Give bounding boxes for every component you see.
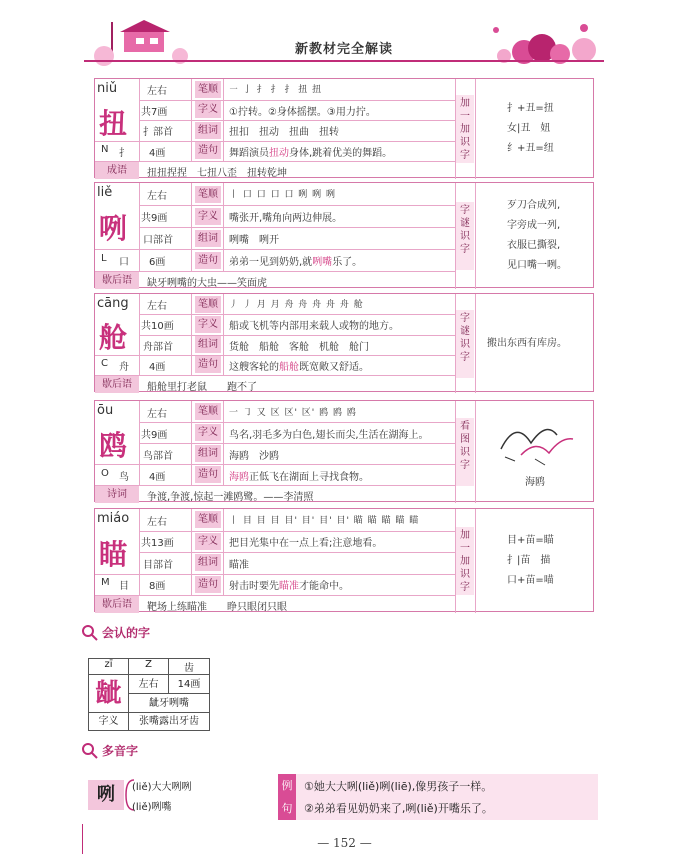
small-radical-index: Z <box>129 659 169 674</box>
small-meaning-label: 字义 <box>89 713 129 730</box>
words-label: 组词 <box>195 230 221 247</box>
card-strokes: 共9画 <box>141 429 168 441</box>
side-label-char: 看 <box>460 421 470 432</box>
reading-1: (liě)大大咧咧 <box>132 782 192 793</box>
card-structure: 左右 <box>147 516 167 528</box>
example-sentence-1: ①她大大咧(liě)咧(liē),像男孩子一样。 <box>304 780 493 793</box>
small-strokes: 14画 <box>177 679 201 690</box>
page-header <box>84 16 604 70</box>
stroke-order-label: 笔顺 <box>195 186 221 203</box>
side-label-char: 加 <box>460 98 470 109</box>
meaning-label: 字义 <box>195 316 221 333</box>
card-strokes: 共9画 <box>141 213 168 224</box>
side-label-char: 识 <box>460 569 470 580</box>
card-meaning: ①拧转。②身体摇摆。③用力拧。 <box>229 106 376 118</box>
side-label <box>456 527 474 595</box>
stroke-order-label: 笔顺 <box>195 403 221 420</box>
polyphone-block <box>88 774 598 824</box>
card-structure: 左右 <box>147 191 167 202</box>
right-line: 扌|苗 描 <box>507 555 551 566</box>
magnifier-icon <box>82 625 98 641</box>
side-label-char: 谜 <box>460 325 470 337</box>
card-pinyin: niǔ <box>97 81 118 96</box>
sentence-highlight: 船舱 <box>279 361 299 373</box>
side-label <box>456 310 474 378</box>
right-line: 目+苗=瞄 <box>507 535 554 546</box>
card-words: 货舱 船舱 客舱 机舱 舱门 <box>229 341 369 353</box>
character-card <box>94 182 594 288</box>
sentence-highlight: 扭动 <box>269 147 289 159</box>
side-label-char: 字 <box>460 244 470 255</box>
example-sentence-2: ②弟弟看见奶奶来了,咧(liě)开嘴乐了。 <box>304 802 493 815</box>
sentence-label: 造句 <box>195 466 221 483</box>
card-radical: 目部首 <box>143 559 173 571</box>
character-card <box>94 508 594 612</box>
side-label-char: 一 <box>460 543 470 554</box>
card-strokes: 共10画 <box>141 321 174 333</box>
magnifier-icon <box>82 743 98 759</box>
small-words: 龇牙咧嘴 <box>149 698 189 709</box>
stroke-order: 丨 口 口 口 口 咧 咧 咧 <box>229 190 337 200</box>
side-label <box>456 95 474 163</box>
section-title: 会认的字 <box>102 626 151 640</box>
extra-label: 诗词 <box>95 486 139 503</box>
card-structure: 左右 <box>147 301 167 313</box>
character-card <box>94 400 594 502</box>
right-line: 扌+丑=扭 <box>507 103 554 114</box>
card-words: 咧嘴 咧开 <box>229 235 279 246</box>
side-label-char: 字 <box>460 150 470 161</box>
card-sentence <box>229 577 349 592</box>
reading-2: (liě)咧嘴 <box>132 802 172 813</box>
stroke-order-label: 笔顺 <box>195 296 221 313</box>
side-label-char: 谜 <box>460 218 470 229</box>
page-title: 新教材完全解读 <box>294 42 393 57</box>
card-meaning: 嘴张开,嘴角向两边伸展。 <box>229 213 343 224</box>
words-label: 组词 <box>195 336 221 353</box>
card-radical: 鸟部首 <box>143 450 173 462</box>
card-extra: 靶场上练瞄准 睁只眼闭只眼 <box>147 602 287 613</box>
card-radical: 口部首 <box>143 235 173 246</box>
card-character: 咧 <box>99 212 128 245</box>
card-meaning: 鸟名,羽毛多为白色,翅长而尖,生活在湖海上。 <box>229 429 429 441</box>
sentence-pre: 这艘客轮的 <box>229 361 279 373</box>
card-extra: 船舱里打老鼠 跑不了 <box>147 382 257 393</box>
right-line: 搬出东西有库房。 <box>487 337 567 349</box>
side-label-char: 字 <box>460 351 470 363</box>
card-other-strokes: 4画 <box>149 471 166 483</box>
header-rule <box>84 60 604 62</box>
sentence-highlight: 瞄准 <box>279 581 299 593</box>
section-heading-recognize <box>82 624 150 641</box>
sentence-highlight: 咧嘴 <box>312 257 333 268</box>
meaning-label: 字义 <box>195 533 221 550</box>
meaning-label: 字义 <box>195 208 221 225</box>
side-label-char: 字 <box>460 582 470 593</box>
meaning-label: 字义 <box>195 101 221 118</box>
small-struct: 左右 <box>129 675 169 693</box>
small-pinyin: zī <box>89 659 129 674</box>
card-extra: 扭扭捏捏 七扭八歪 扭转乾坤 <box>147 168 287 179</box>
example-label-bottom: 句 <box>281 802 293 815</box>
sentence-label: 造句 <box>195 356 221 373</box>
side-label <box>456 202 474 270</box>
right-line: 女|丑 妞 <box>507 123 551 134</box>
card-other-strokes: 8画 <box>149 581 166 593</box>
polyphone-char: 咧 <box>88 780 124 810</box>
small-radical: 齿 <box>184 663 194 674</box>
example-label <box>278 774 296 820</box>
side-label-char: 图 <box>460 434 470 445</box>
extra-label: 歇后语 <box>95 272 139 289</box>
side-label-char: 字 <box>460 205 470 216</box>
stroke-order: 一 ㇆ 又 区 区' 区' 鸥 鸥 鸥 <box>229 407 357 418</box>
sentence-label: 造句 <box>195 576 221 593</box>
card-pinyin: liě <box>97 185 113 200</box>
card-words: 海鸥 沙鸥 <box>229 450 279 462</box>
page-number: — 152 — <box>317 836 372 850</box>
stroke-order-label: 笔顺 <box>195 511 221 528</box>
side-label-char: 识 <box>460 137 470 148</box>
card-index: C <box>101 357 108 369</box>
card-sentence <box>229 253 362 268</box>
sentence-post: 既宽敞又舒适。 <box>299 361 369 373</box>
small-char: 龇 <box>89 675 129 713</box>
card-structure: 左右 <box>147 86 167 98</box>
side-label-char: 识 <box>460 231 470 242</box>
sentence-pre: 弟弟一见到奶奶,就 <box>229 257 313 268</box>
section-title: 多音字 <box>102 744 139 758</box>
card-index: L <box>101 253 107 264</box>
card-meaning: 把目光集中在一点上看;注意地看。 <box>229 538 383 550</box>
stroke-order: 丨 目 目 目 目' 目' 目' 目' 瞄 瞄 瞄 瞄 瞄 <box>229 515 420 526</box>
card-extra: 缺牙咧嘴的大虫——笑面虎 <box>147 278 267 289</box>
card-structure: 左右 <box>147 408 167 420</box>
card-pinyin: cāng <box>97 296 129 311</box>
side-label-char: 加 <box>460 530 470 541</box>
small-meaning: 张嘴露出牙齿 <box>139 716 199 727</box>
seagull-illustration <box>491 409 581 471</box>
card-other-strokes: 4画 <box>149 147 166 159</box>
card-radical-symbol: 舟 <box>119 361 129 373</box>
card-radical: 扌部首 <box>143 127 173 139</box>
card-strokes: 共7画 <box>141 106 168 118</box>
recognize-card <box>88 658 210 731</box>
character-card <box>94 293 594 392</box>
extra-label: 歇后语 <box>95 376 139 393</box>
stroke-order: ㇐ 亅 扌 扌 扌 扭 扭 <box>229 85 323 96</box>
card-words: 扭扣 扭动 扭曲 扭转 <box>229 127 339 139</box>
card-other-strokes: 6画 <box>149 257 166 268</box>
card-sentence <box>229 358 369 373</box>
stroke-order: 丿 丿 月 月 舟 舟 舟 舟 舟 舱 <box>229 300 364 311</box>
card-pinyin: miáo <box>97 511 130 526</box>
sentence-post: 正低飞在湖面上寻找食物。 <box>249 471 369 483</box>
card-index: O <box>101 467 109 479</box>
card-character: 鸥 <box>99 429 128 462</box>
sentence-pre: 舞蹈演员 <box>229 147 269 159</box>
side-label-char: 识 <box>460 338 470 350</box>
card-radical-symbol: 目 <box>119 581 129 593</box>
card-sentence <box>229 144 392 159</box>
side-label-char: 识 <box>460 447 470 458</box>
sentence-label: 造句 <box>195 142 221 159</box>
card-strokes: 共13画 <box>141 538 174 550</box>
card-character: 舱 <box>99 321 128 355</box>
sentence-label: 造句 <box>195 252 221 269</box>
words-label: 组词 <box>195 445 221 462</box>
side-label-char: 加 <box>460 124 470 135</box>
right-line: 口+苗=喵 <box>507 575 554 586</box>
card-index: M <box>101 577 110 589</box>
example-label-top: 例 <box>281 779 293 792</box>
card-character: 瞄 <box>99 537 128 571</box>
card-words: 瞄准 <box>229 559 249 571</box>
words-label: 组词 <box>195 554 221 571</box>
card-meaning: 船或飞机等内部用来载人或物的地方。 <box>229 321 399 333</box>
right-line: 见口嘴一咧。 <box>507 260 567 271</box>
meaning-label: 字义 <box>195 424 221 441</box>
right-line: 纟+丑=纽 <box>507 143 554 154</box>
card-pinyin: ōu <box>97 403 114 418</box>
words-label: 组词 <box>195 122 221 139</box>
sentence-post: 身体,跳着优美的舞蹈。 <box>289 147 393 159</box>
side-label-char: 字 <box>460 460 470 471</box>
card-radical-symbol: 扌 <box>119 147 129 159</box>
right-line: 字旁成一列, <box>507 220 561 231</box>
caption: 海鸥 <box>525 477 545 488</box>
character-card <box>94 78 594 178</box>
side-label-char: 一 <box>460 111 470 122</box>
section-heading-polyphone <box>82 742 138 759</box>
card-radical-symbol: 口 <box>119 257 129 268</box>
card-radical-symbol: 鸟 <box>119 471 129 483</box>
sentence-post: 才能命中。 <box>299 581 349 593</box>
sentence-highlight: 海鸥 <box>229 471 249 483</box>
stroke-order-label: 笔顺 <box>195 81 221 98</box>
right-line: 歹刀合成列, <box>507 200 561 211</box>
side-label <box>456 418 474 486</box>
card-character: 扭 <box>99 106 128 140</box>
side-label-char: 字 <box>460 312 470 324</box>
extra-label: 成语 <box>95 162 139 179</box>
side-label-char: 加 <box>460 556 470 567</box>
sentence-post: 乐了。 <box>332 257 363 268</box>
card-index: N <box>101 143 109 155</box>
card-other-strokes: 4画 <box>149 361 166 373</box>
card-radical: 舟部首 <box>143 341 173 353</box>
card-extra: 争渡,争渡,惊起一滩鸥鹭。——李清照 <box>147 492 314 503</box>
extra-label: 歇后语 <box>95 596 139 613</box>
card-sentence <box>229 468 369 483</box>
sentence-pre: 射击时要先 <box>229 581 279 593</box>
right-line: 衣服已撕裂, <box>507 240 561 251</box>
